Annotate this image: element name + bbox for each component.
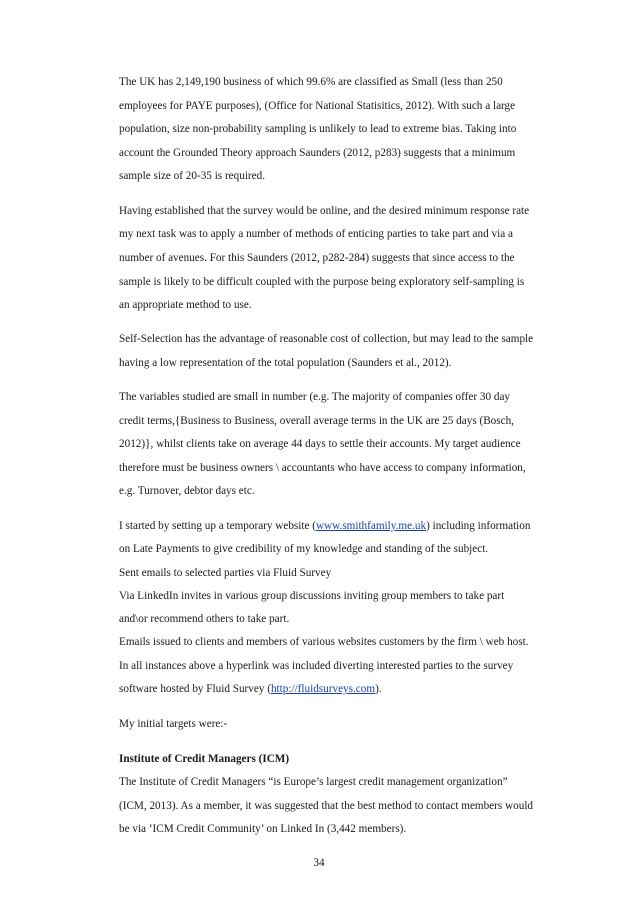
text-line: The variables studied are small in number (e.g. The majority of companies offer 30 day [119, 391, 511, 403]
text-line: Self-Selection has the advantage of reasonable cost of collection, but may lead to the sample [119, 333, 534, 345]
text-line: Emails issued to clients and members of various websites customers by the firm \ web host. [119, 636, 529, 648]
text-line [119, 519, 530, 533]
text-line [119, 682, 382, 696]
text-line: sample size of 20-35 is required. [119, 170, 266, 182]
text-line: on Late Payments to give credibility of my knowledge and standing of the subject. [119, 543, 489, 555]
text-line: and\or recommend others to take part. [119, 613, 290, 625]
section-heading: Institute of Credit Managers (ICM) [119, 753, 290, 765]
text-line: an appropriate method to use. [119, 299, 252, 311]
page-number: 34 [313, 857, 325, 869]
text-segment: I started by setting up a temporary website ( [119, 520, 316, 532]
text-line: employees for PAYE purposes), (Office for National Statisitics, 2012). With such a large [119, 100, 516, 112]
text-line: therefore must be business owners \ accountants who have access to company information, [119, 462, 526, 474]
text-line: be via ‘ICM Credit Community’ on Linked In (3,442 members). [119, 823, 407, 835]
text-line: Via LinkedIn invites in various group discussions inviting group members to take part [119, 590, 505, 602]
text-line: Having established that the survey would be online, and the desired minimum response rate [119, 205, 530, 217]
text-line: e.g. Turnover, debtor days etc. [119, 485, 255, 497]
text-line: sample is likely to be difficult coupled with the purpose being exploratory self-sampling is [119, 276, 525, 288]
text-line: 2012)}, whilst clients take on average 44 days to settle their accounts. My target audience [119, 438, 521, 450]
survey-link[interactable]: http://fluidsurveys.com [270, 683, 376, 695]
text-line: My initial targets were:- [119, 718, 228, 730]
text-segment: ) including information [426, 520, 531, 532]
text-segment: software hosted by Fluid Survey ( [119, 683, 271, 695]
text-line: population, size non-probability sampling is unlikely to lead to extreme bias. Taking into [119, 123, 517, 135]
text-line: The Institute of Credit Managers “is Europe’s largest credit management organization” [119, 776, 508, 788]
website-link[interactable]: www.smithfamily.me.uk [315, 520, 427, 532]
text-line: credit terms,{Business to Business, overall average terms in the UK are 25 days (Bosch, [119, 415, 514, 427]
text-line: The UK has 2,149,190 business of which 99.6% are classified as Small (less than 250 [119, 76, 503, 88]
text-line: number of avenues. For this Saunders (2012, p282-284) suggests that since access to the [119, 252, 515, 264]
text-segment: ). [375, 683, 382, 695]
text-line: having a low representation of the total population (Saunders et al., 2012). [119, 357, 452, 369]
text-line: Sent emails to selected parties via Fluid Survey [119, 567, 332, 579]
text-line: account the Grounded Theory approach Saunders (2012, p283) suggests that a minimum [119, 147, 516, 159]
text-line: (ICM, 2013). As a member, it was suggested that the best method to contact members would [119, 800, 534, 812]
text-line: In all instances above a hyperlink was included diverting interested parties to the survey [119, 660, 514, 672]
text-line: my next task was to apply a number of methods of enticing parties to take part and via a [119, 228, 513, 240]
